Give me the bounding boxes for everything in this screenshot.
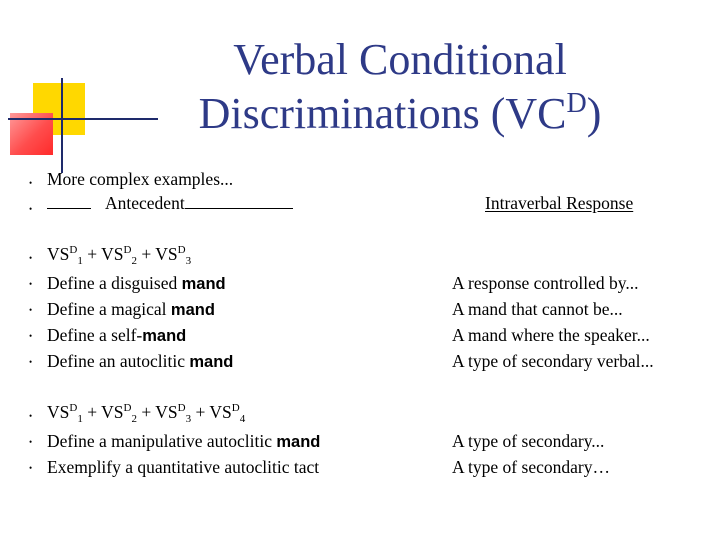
subscript-3: 3: [185, 413, 192, 425]
subscript-1: 1: [77, 255, 83, 267]
decor-vertical-line: [61, 78, 63, 173]
antecedent-item: [47, 298, 215, 321]
subscript-2: 2: [131, 255, 137, 267]
antecedent-header-label: Antecedent: [105, 193, 185, 213]
vs-text: VS: [47, 402, 70, 422]
vs-text: VS: [101, 244, 124, 264]
response-item: A type of secondary…: [452, 457, 610, 477]
antecedent-item: [47, 324, 186, 347]
intro-text: More complex examples...: [47, 169, 234, 189]
slide-title-line-1: Verbal Conditional: [233, 35, 567, 84]
item-bold-mand: mand: [189, 353, 234, 371]
plus-sign: +: [136, 402, 156, 422]
vs-text: VS: [155, 244, 178, 264]
bullet-icon: •: [29, 411, 33, 421]
item-text: Define an autoclitic: [47, 351, 190, 371]
bullet-icon: •: [29, 331, 33, 341]
plus-sign: +: [82, 244, 102, 264]
item-text: Define a disguised: [47, 273, 182, 293]
item-bold-mand: mand: [142, 327, 187, 345]
item-bold-mand: mand: [170, 301, 215, 319]
bullet-icon: •: [29, 253, 33, 263]
vs-text: VS: [47, 244, 70, 264]
item-text: Define a manipulative autoclitic: [47, 431, 277, 451]
vs-text: VS: [155, 402, 178, 422]
formula-row-2: [47, 401, 245, 426]
item-text: Exemplify a quantitative autoclitic tact: [47, 457, 320, 477]
plus-sign: +: [191, 402, 210, 422]
title-close-paren: ): [586, 89, 602, 138]
response-item: A type of secondary...: [452, 431, 605, 451]
plus-sign: +: [136, 244, 156, 264]
header-underline-tail: [185, 193, 293, 209]
item-text: Define a magical: [47, 299, 171, 319]
d-superscript: D: [177, 402, 186, 414]
d-superscript: D: [231, 402, 240, 414]
d-superscript: D: [69, 402, 78, 414]
bullet-icon: •: [29, 204, 33, 214]
d-superscript: D: [123, 402, 132, 414]
item-text: Define a self-: [47, 325, 143, 345]
plus-sign: +: [82, 402, 102, 422]
antecedent-item: [47, 272, 226, 295]
item-bold-mand: mand: [276, 433, 321, 451]
antecedent-item: [47, 456, 319, 478]
antecedent-item: [47, 430, 320, 453]
bullet-icon: •: [29, 357, 33, 367]
bullet-icon: •: [29, 463, 33, 473]
bullet-icon: •: [29, 178, 33, 188]
response-item: A mand that cannot be...: [452, 299, 623, 319]
bullet-icon: •: [29, 305, 33, 315]
antecedent-item: [47, 350, 233, 373]
bullet-icon: •: [29, 279, 33, 289]
subscript-3: 3: [185, 255, 192, 267]
slide-title-line-2: [120, 90, 680, 144]
subscript-2: 2: [131, 413, 137, 425]
vs-text: VS: [209, 402, 232, 422]
d-superscript: D: [69, 244, 78, 256]
bullet-icon: •: [29, 437, 33, 447]
antecedent-header: [47, 192, 293, 214]
formula-row-1: [47, 243, 191, 268]
response-item: A mand where the speaker...: [452, 325, 650, 345]
response-item: A type of secondary verbal...: [452, 351, 654, 371]
header-blank-line: [47, 193, 91, 209]
item-bold-mand: mand: [181, 275, 226, 293]
title-superscript: D: [566, 88, 587, 119]
response-header: Intraverbal Response: [485, 193, 634, 213]
d-superscript: D: [177, 244, 186, 256]
title-text: Discriminations (VC: [198, 89, 567, 138]
subscript-1: 1: [77, 413, 83, 425]
vs-text: VS: [101, 402, 124, 422]
subscript-4: 4: [239, 413, 246, 425]
response-item: A response controlled by...: [452, 273, 639, 293]
d-superscript: D: [123, 244, 132, 256]
